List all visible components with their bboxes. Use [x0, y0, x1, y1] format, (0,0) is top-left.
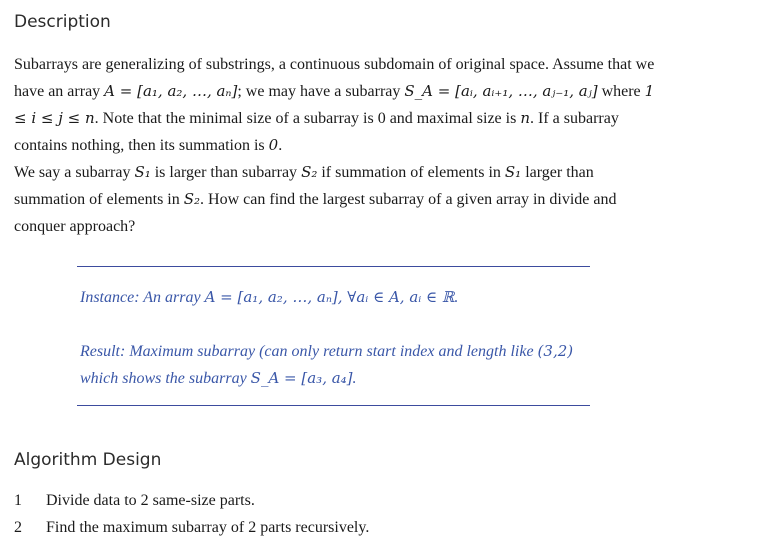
description-paragraph-2	[14, 159, 664, 240]
algorithm-step	[14, 514, 369, 541]
math-zero: 0	[268, 136, 279, 154]
text-run: which shows the subarray	[80, 370, 251, 387]
math-s2: S₂	[301, 163, 318, 181]
text-run: where	[597, 83, 645, 100]
result-definition	[80, 338, 590, 392]
text-run: .	[278, 137, 283, 154]
math-s1: S₁	[504, 163, 522, 181]
algorithm-design-heading: Algorithm Design	[14, 450, 162, 470]
math-subarray-sa: S_A = [aᵢ, aᵢ₊₁, …, aⱼ₋₁, aⱼ]	[404, 82, 598, 100]
math-example-subarray: S_A = [a₃, a₄]	[250, 369, 353, 387]
text-run: ; we may have a subarray	[237, 83, 405, 100]
text-run: Instance: An array	[80, 289, 205, 306]
step-number: 1	[14, 492, 22, 509]
math-instance-array: A = [a₁, a₂, …, aₙ], ∀aᵢ ∈ A, aᵢ ∈ ℝ	[204, 288, 455, 306]
text-run: is larger than subarray	[150, 164, 302, 181]
text-run: larger than summation of elements in	[14, 164, 594, 208]
text-run: Result: Maximum subarray (can only return start index and length like	[80, 343, 538, 360]
step-number: 2	[14, 519, 22, 536]
text-run: . How can find the largest subarray of a given array in divide and conquer approach?	[14, 191, 617, 235]
algorithm-step	[14, 487, 255, 514]
box-bottom-rule	[77, 405, 590, 406]
math-example-tuple: (3,2)	[537, 342, 574, 360]
description-heading: Description	[14, 12, 111, 32]
math-array-a: A = [a₁, a₂, …, aₙ]	[104, 82, 238, 100]
step-text: Divide data to 2 same-size parts.	[46, 492, 255, 509]
step-text: Find the maximum subarray of 2 parts recursively.	[46, 519, 370, 536]
text-run: We say a subarray	[14, 164, 135, 181]
text-run: if summation of elements in	[317, 164, 505, 181]
text-run: . Note that the minimal size of a subarray is 0 and maximal size is	[94, 110, 521, 127]
text-run: .	[454, 289, 459, 306]
instance-definition	[80, 284, 590, 311]
text-run: .	[352, 370, 357, 387]
math-n: n	[520, 109, 530, 127]
math-s2: S₂	[183, 190, 201, 208]
text-run: . If a subarray contains nothing, then its summation is	[14, 110, 619, 154]
math-s1: S₁	[134, 163, 151, 181]
description-paragraph-1	[14, 51, 664, 159]
math-index-bounds: 1 ≤ i ≤ j ≤ n	[14, 82, 655, 127]
box-top-rule	[77, 266, 590, 267]
text-run: Subarrays are generalizing of substrings, a continuous subdomain of original space. Assume that we have an array	[14, 56, 655, 100]
